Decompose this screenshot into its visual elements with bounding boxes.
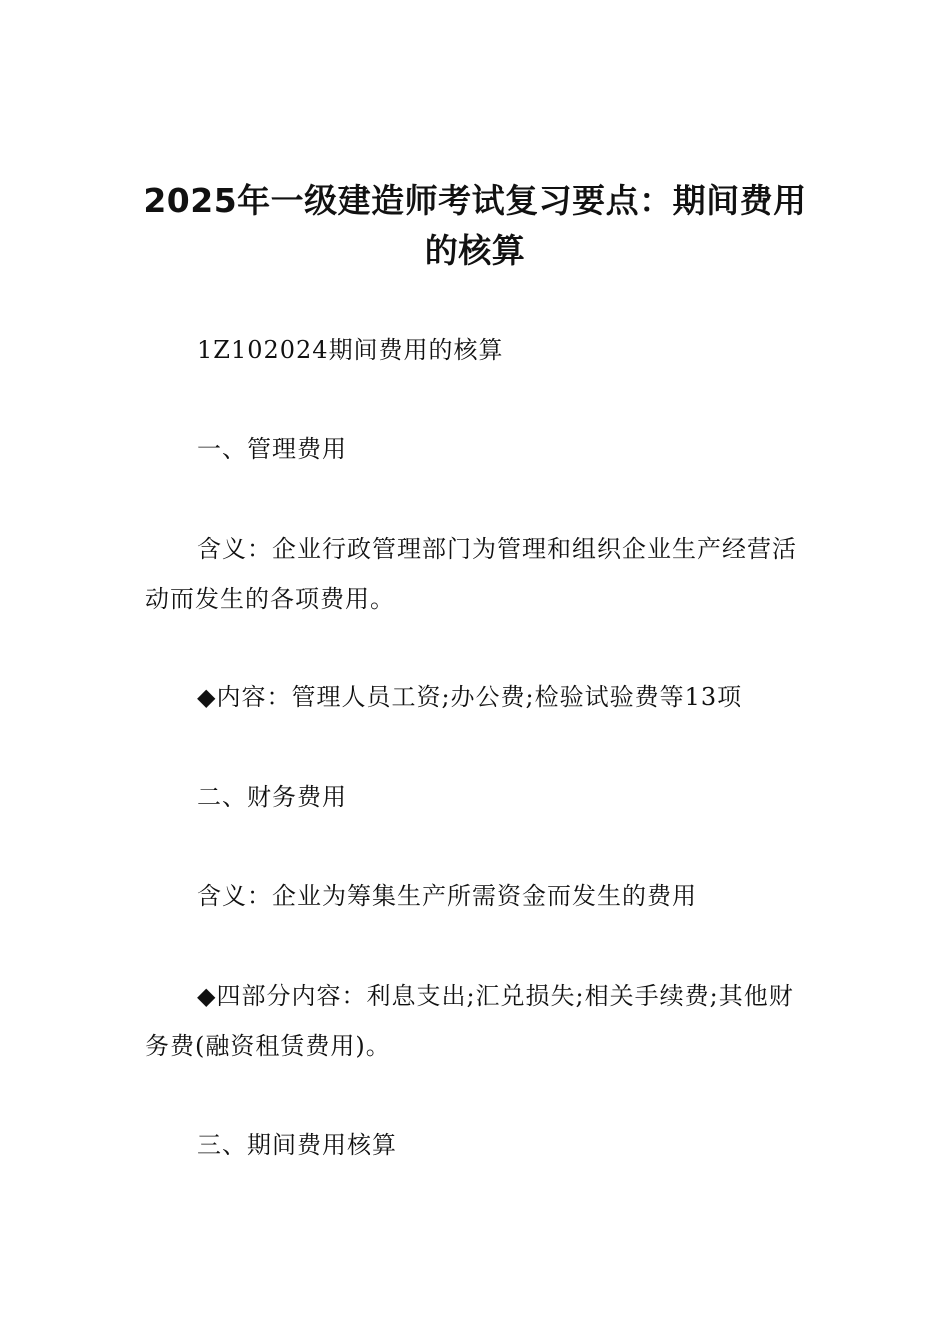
document-title: 2025年一级建造师考试复习要点：期间费用的核算: [143, 181, 807, 270]
financial-expenses-definition: 含义：企业为筹集生产所需资金而发生的费用: [197, 882, 697, 910]
heading-management-expenses: 一、管理费用: [197, 435, 347, 463]
heading-financial-expenses: 二、财务费用: [197, 783, 347, 811]
heading-period-expenses-accounting: 三、期间费用核算: [197, 1131, 397, 1159]
financial-expenses-content: ◆四部分内容：利息支出;汇兑损失;相关手续费;其他财务费(融资租赁费用)。: [145, 982, 794, 1060]
section-code-heading: 1Z102024期间费用的核算: [197, 336, 504, 364]
management-expenses-content: ◆内容：管理人员工资;办公费;检验试验费等13项: [197, 683, 743, 711]
management-expenses-definition: 含义：企业行政管理部门为管理和组织企业生产经营活动而发生的各项费用。: [145, 535, 797, 613]
